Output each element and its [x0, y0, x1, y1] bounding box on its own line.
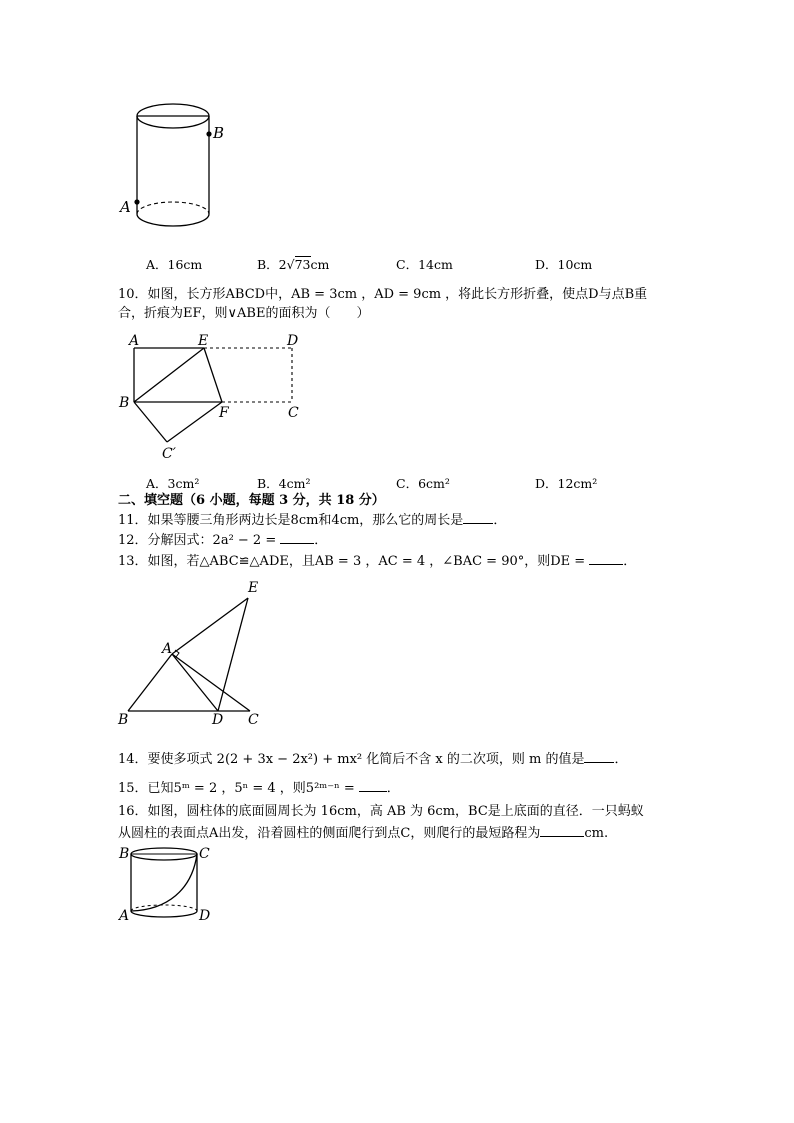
q13-answer-blank[interactable] [589, 552, 623, 565]
q16-unit: cm. [584, 826, 609, 841]
q13-triangle-figure [112, 574, 272, 726]
q16-answer-blank[interactable] [540, 824, 584, 837]
point-label-C-prime: C′ [162, 446, 176, 462]
q9-option-b [257, 255, 329, 273]
point-label-E: E [198, 333, 209, 349]
q12-answer-blank[interactable] [280, 531, 314, 544]
q15-period: ． [386, 781, 400, 796]
q12-question: 12．分解因式：2a² − 2 = [118, 533, 277, 548]
q16-line-1: 16．如图，圆柱体的底面圆周长为 16cm，高 AB 为 6cm，BC是上底面的直径．一只蚂蚁 [118, 804, 644, 819]
point-label-D: D [212, 712, 224, 726]
q9-cylinder-figure [110, 88, 240, 238]
point-label-E: E [248, 580, 259, 596]
q9-option-d: D．10cm [535, 257, 593, 272]
q11-text [118, 511, 506, 530]
q14-period: ． [614, 752, 628, 767]
q9-option-b-suffix: cm [310, 257, 330, 272]
q11-period: ． [493, 513, 507, 528]
point-label-A: A [162, 641, 173, 657]
point-label-C: C [288, 405, 299, 421]
q9-option-b-radicand: 73 [294, 257, 311, 272]
point-label-A: A [120, 198, 131, 216]
point-label-B: B [119, 395, 130, 411]
q13-question: 13．如图，若△ABC≌△ADE，且AB = 3 ，AC = 4 ，∠BAC = 90°，则DE = [118, 554, 586, 569]
q10-rectangle-figure [112, 330, 312, 462]
q15-text [118, 779, 400, 798]
q10-line-1: 10．如图，长方形ABCD中，AB = 3cm ，AD = 9cm ，将此长方形折叠，使点D与点B重 [118, 287, 648, 302]
q14-question: 14．要使多项式 2(2 + 3x − 2x²) + mx² 化简后不含 x 的二次项，则 m 的值是 [118, 752, 585, 767]
point-label-D: D [199, 908, 211, 924]
q10-option-b: B．4cm² [257, 476, 311, 491]
q13-text [118, 552, 636, 571]
q10-option-c: C．6cm² [396, 476, 450, 491]
q12-period: ． [314, 533, 328, 548]
section-heading-fill-in: 二、填空题（6 小题，每题 3 分，共 18 分） [118, 493, 385, 508]
q14-text [118, 750, 627, 769]
q15-answer-blank[interactable] [359, 779, 387, 792]
q13-period: ． [623, 554, 637, 569]
sqrt-symbol: √ [286, 257, 295, 272]
point-label-A: A [119, 908, 130, 924]
q15-question: 15．已知5ᵐ = 2 ，5ⁿ = 4 ，则5²ᵐ⁻ⁿ = [118, 781, 355, 796]
point-label-B: B [213, 124, 225, 142]
q16-question: 从圆柱的表面点A出发，沿着圆柱的侧面爬行到点C，则爬行的最短路程为 [118, 826, 541, 841]
q11-answer-blank[interactable] [463, 511, 493, 524]
q9-option-b-prefix: B．2 [257, 257, 287, 272]
point-label-C: C [199, 846, 210, 862]
q10-option-a: A．3cm² [146, 476, 200, 491]
point-label-B: B [118, 712, 129, 726]
q11-question: 11．如果等腰三角形两边长是8cm和4cm，那么它的周长是 [118, 513, 464, 528]
q16-cylinder-figure [112, 840, 222, 924]
q9-option-a: A．16cm [146, 257, 203, 272]
point-label-F: F [219, 405, 229, 421]
q14-answer-blank[interactable] [584, 750, 614, 763]
q10-line-2: 合，折痕为EF，则∨ABE的面积为（ ） [118, 306, 370, 321]
q9-option-c: C．14cm [396, 257, 453, 272]
point-label-C: C [248, 712, 259, 726]
point-label-B: B [119, 846, 130, 862]
q10-option-d: D．12cm² [535, 476, 598, 491]
point-label-A: A [129, 333, 140, 349]
point-label-D: D [287, 333, 299, 349]
q12-text [118, 531, 327, 550]
